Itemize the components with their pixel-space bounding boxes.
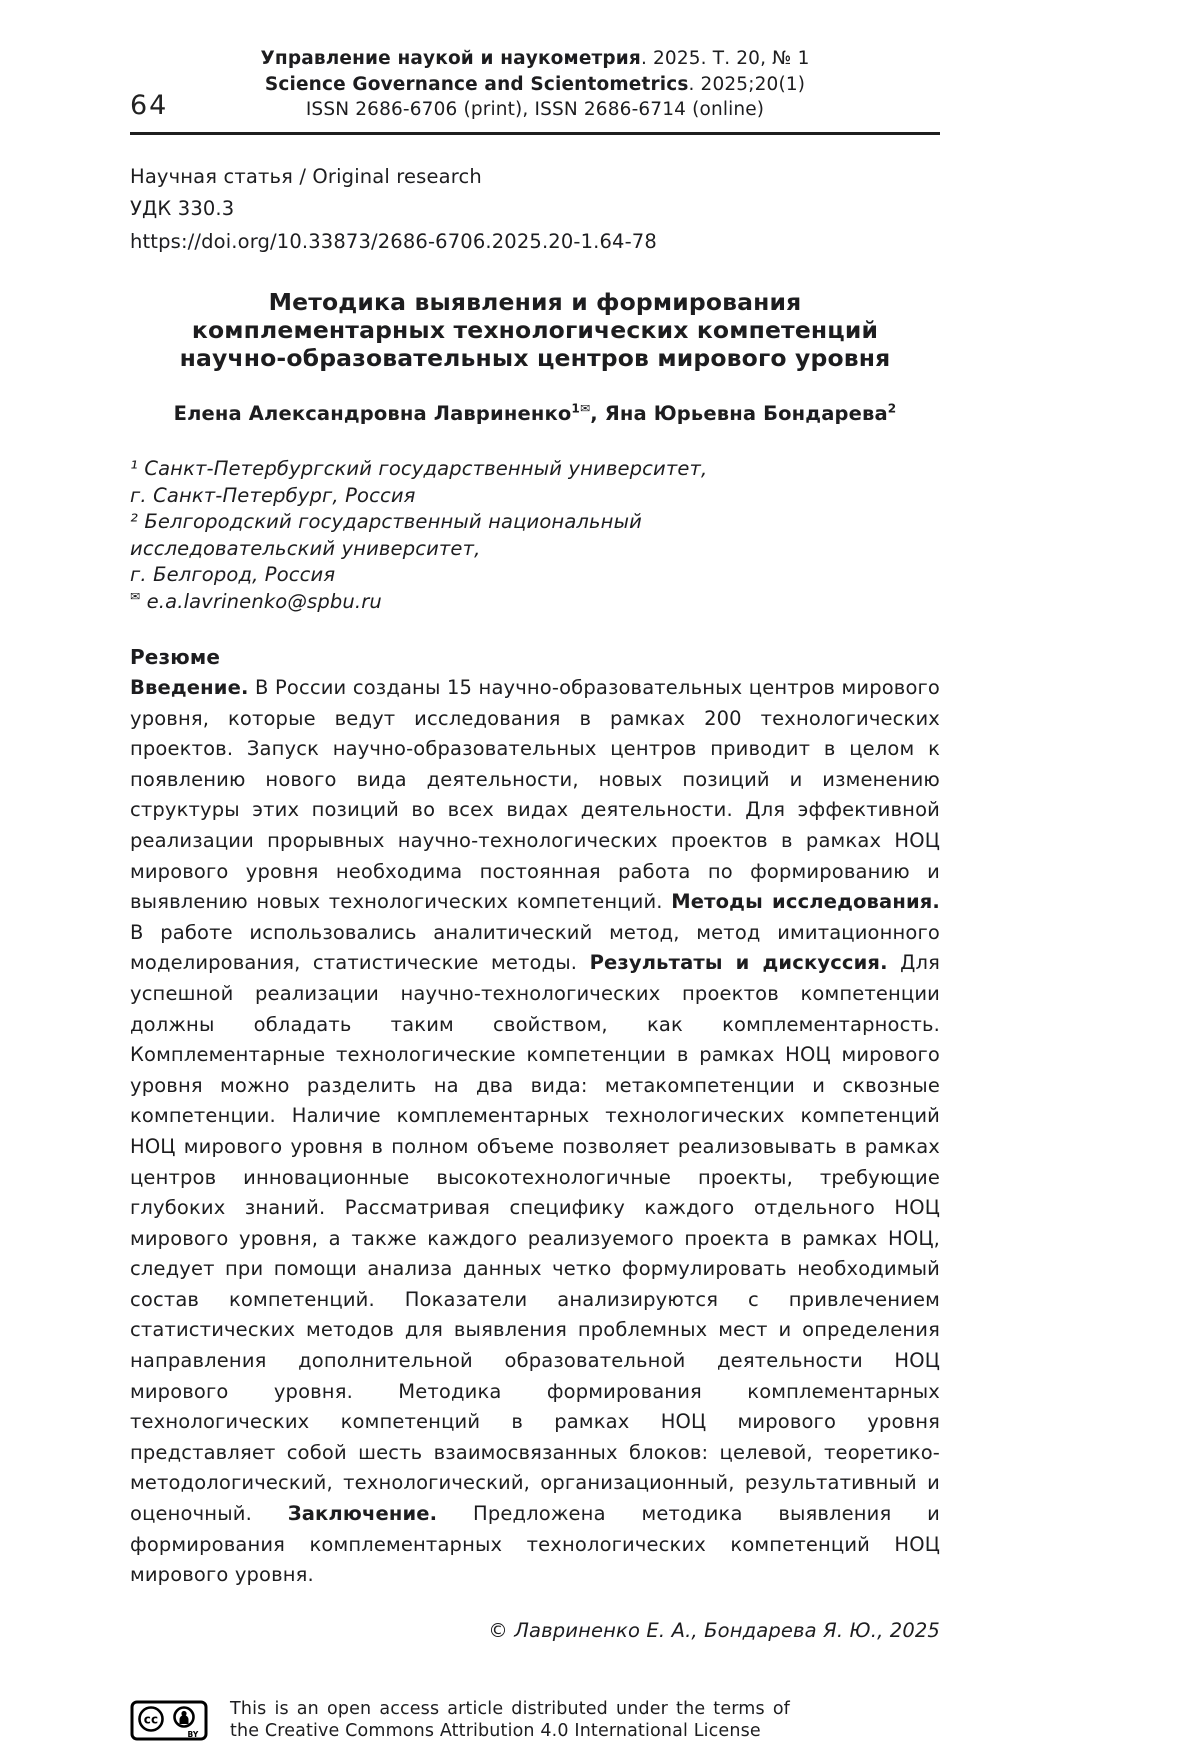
svg-text:cc: cc — [143, 1712, 159, 1727]
abstract-conclusion-label: Заключение. — [287, 1502, 438, 1526]
doi-link[interactable]: https://doi.org/10.33873/2686-6706.2025.20-1.64-78 — [130, 229, 657, 253]
journal-issue-ru: . 2025. Т. 20, № 1 — [640, 48, 810, 69]
abstract-methods-text: В работе использовались аналитический метод, метод имитационного моделирования, статистические методы. — [130, 920, 940, 975]
page-number: 64 — [130, 90, 169, 121]
author-1-name: Елена Александровна Лавриненко — [173, 402, 572, 425]
issn-line: ISSN 2686-6706 (print), ISSN 2686-6714 (online) — [305, 99, 765, 120]
abstract-section — [130, 642, 940, 1591]
affiliation-line: ² Белгородский государственный национальный — [130, 510, 642, 533]
license-text: This is an open access article distributed under the terms of the Creative Commons Attribution 4.0 International License — [230, 1698, 790, 1742]
envelope-icon: ✉ — [130, 589, 141, 603]
journal-title-line-en — [130, 72, 940, 98]
affiliation-line: г. Белгород, Россия — [130, 563, 336, 586]
abstract-conclusion-text: Предложена методика выявления и формирования комплементарных технологических компетенций НОЦ мирового уровня. — [130, 1502, 940, 1587]
journal-title-ru: Управление наукой и наукометрия — [260, 48, 641, 69]
journal-title-en: Science Governance and Scientometrics — [264, 73, 689, 95]
affiliations — [130, 456, 940, 615]
svg-text:BY: BY — [187, 1729, 199, 1739]
cc-by-license-icon — [130, 1700, 208, 1748]
email-link[interactable]: e.a.lavrinenko@spbu.ru — [146, 589, 382, 613]
article-type: Научная статья / Original research — [130, 164, 482, 188]
abstract-intro-label: Введение. — [130, 676, 249, 699]
author-1-affiliation-marker: 1✉ — [571, 401, 591, 416]
authors-separator: , — [590, 402, 605, 425]
author-2-affiliation-marker: 2 — [887, 401, 897, 416]
journal-issue-en: . 2025;20(1) — [688, 73, 806, 95]
abstract-results-text: Для успешной реализации научно-технологических проектов компетенции должны обладать таким свойством, как комплементарность. Комплементарные технологические компетенции в рамках НОЦ мирового уровня можно разделить на два вида: метакомпетенции и сквозные компетенции. Наличие комплементарных технологических компетенций НОЦ мирового уровня в полном объеме позволяет реализовывать в рамках центров инновационные высокотехнологичные проекты, требующие глубоких знаний. Рассматривая специфику каждого отдельного НОЦ мирового уровня, а также каждого реализуемого проекта в рамках НОЦ, следует при помощи анализа данных четко формулировать необходимый состав компетенций. Показатели анализируются с привлечением статистических методов для выявления проблемных мест и определения направления дополнительной образовательной деятельности НОЦ мирового уровня. Методика формирования комплементарных технологических компетенций в рамках НОЦ мирового уровня представляет собой шесть взаимосвязанных блоков: целевой, теоретико-методологический, технологический, организационный, результативный и оценочный. — [130, 951, 941, 1526]
affiliation-line: исследовательский университет, — [130, 536, 481, 560]
article-meta — [130, 161, 940, 259]
article-title-line: Методика выявления и формирования — [268, 288, 802, 316]
author-2-name: Яна Юрьевна Бондарева — [604, 402, 888, 425]
authors-line — [130, 401, 940, 426]
email-line — [130, 589, 940, 616]
article-title — [130, 288, 940, 372]
journal-header — [130, 46, 940, 123]
header-divider — [130, 132, 940, 135]
affiliation-line: г. Санкт-Петербург, Россия — [130, 483, 416, 507]
udc-code: УДК 330.3 — [130, 197, 235, 220]
journal-title-line-ru — [130, 46, 940, 72]
affiliation-line: ¹ Санкт-Петербургский государственный университет, — [130, 457, 708, 480]
abstract-results-label: Результаты и дискуссия. — [589, 951, 888, 975]
abstract-intro-text: В России созданы 15 научно-образовательных центров мирового уровня, которые ведут исследования в рамках 200 технологических проектов. Запуск научно-образовательных центров приводит в целом к появлению нового вида деятельности, новых позиций и изменению структуры этих позиций во всех видах деятельности. Для эффективной реализации прорывных научно-технологических проектов в рамках НОЦ мирового уровня необходима постоянная работа по формированию и выявлению новых технологических компетенций. — [130, 676, 940, 914]
abstract-methods-label: Методы исследования. — [671, 890, 940, 914]
abstract-heading: Резюме — [130, 645, 221, 669]
abstract-text — [130, 673, 940, 1591]
copyright-line: © Лавриненко Е. А., Бондарева Я. Ю., 2025 — [488, 1618, 940, 1642]
license-footer — [130, 1698, 940, 1748]
article-title-line: научно-образовательных центров мирового уровня — [179, 344, 891, 372]
article-title-line: комплементарных технологических компетенций — [191, 316, 879, 344]
